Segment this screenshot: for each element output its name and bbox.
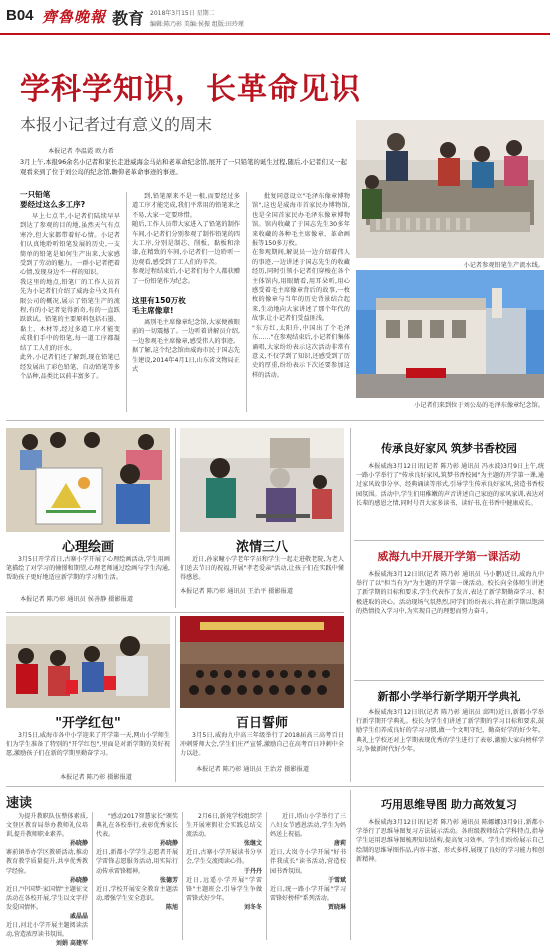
brief-item: 近日,统一路小学开展"学习雷锋好榜样"系列活动。 [270,885,346,902]
story-body-first-lesson: 本报威海3月12日讯(记者 陈乃彰 通讯员 马小鹏)近日,威海九中举行了以"担当有为"为主题的开学第一课活动。校长向全体师生讲述了新学期的目标和要求,学生代表作了发言,表达了新学期勤奋学习、积极进取的决心。活动现场气氛热烈,同学们纷纷表示,将在新学期以饱满的热情投入学习中,为实现自己的理想而努力奋斗。 [356,571,544,615]
main-col-2b: 离别毛主席像章纪念馆,大家便被眼前的一切震撼了。一边听着讲解员介绍,一边参观毛主席像章,感受伟人的事迹。 据了解,这个纪念馆由威海市民于国志先生建设,2014年4月1日,山东省文物局正式 [132,319,240,374]
page-code: B04 [6,7,34,24]
masthead [0,0,550,36]
brief-item: "感动2017智慧家长"颁奖典礼在各校举行,表彰优秀家长代表。 [96,813,178,839]
briefs-title: 速读 [6,796,33,811]
story-title-opening-ceremony: 新都小学举行新学期开学典礼 [377,690,521,703]
brief-author: 张继文 [243,840,262,848]
divider [175,428,176,608]
photo-pencil-factory-caption: 小记者参观铅笔生产流水线。 [463,262,544,269]
divider [6,786,544,787]
briefs-col-2 [96,812,178,940]
briefs-col-3 [186,812,262,940]
story-title-oath-rally: 百日誓师 [235,716,288,731]
story-byline-oath-rally: 本报记者 陈乃彰 通讯员 王治芳 摄影报道 [196,766,310,773]
story-body-oath-rally: 3月5日,威海九中高三年级举行了2018届高三高考百日冲刺誓师大会,学生们庄严宣誓,激励自己在高考百日冲刺中全力以赴。 [180,732,344,758]
brief-author: 陈旭 [165,903,178,911]
brief-item: 近日,远遥小学开展"学雷锋"主题班会,引导学生争做雷锋式好少年。 [186,876,262,902]
briefs-col-1 [6,812,88,948]
main-col-2: 到,铅笔原来不是一根,而要经过多道工序才能完成,我们平常用的铅笔来之不易,大家一定要珍惜。 随后,工作人员带大家进入了铅笔的制作车间,小记者们分别参观了制作铅笔的四大工序,分别是制芯、削板、黏板和涂漆,在精致的车间,小记者们一边聆听一边观看,感受到了工人们的辛苦。 参观过程结束后,小记者们每个人都获赠了一份铅笔作为纪念。 [132,193,240,285]
main-headline: 学科学知识，长革命见识 [20,72,361,107]
story-body-womens-day: 近日,孙家疃小学老年学员和学生一起走进敬老院,为老人们送去节日的祝福,开展"孝老爱亲"活动,让孩子们在实践中懂得感恩。 [180,556,344,582]
brief-author: 刘娟 高建军 [55,940,88,948]
brief-author: 孙晓静 [159,840,178,848]
divider [126,192,127,412]
main-lead: 3月上午,本报96余名小记者和家长走进威海金马站和老革命纪念馆,展开了一只铅笔的诞生过程,随后,小记者们又一起观看来到了位于刘公岛的纪念馆,瞻仰老革命事迹的事迹。 [20,158,348,176]
story-title-mind-map: 巧用思维导图 助力高效复习 [381,798,517,811]
brief-author: 唐莉 [333,840,346,848]
story-title-womens-day: 浓情三八 [235,540,288,555]
subhead-badges: 这里有150万枚 毛主席像章! [132,296,186,315]
main-col-1: 早上七点半,小记者们陆续早早到达了参观的目的地,虽然天气有点寒冷,但大家都带着好心情。小记者们认真地聆听铅笔发展的历史,一支简单的铅笔是如何生产出来,大家感受到了劳动的魅力。一群小记者把着心情,发现身边不一样的知识。 我这里的地点,铅笔厂的工作人员首先为小记者们介绍了威海金马文具有限公司的概况,展示了铅笔生产的流程,有的小记者觉得新奇,有的一直跃跃欲试。铅笔的主要原料包括石墨、黏土、木材等,经过多道工序才能变成我们手中的铅笔,每一道工序都凝结了工人们的汗水。 此外,小记者们还了解到,现在铅笔已经发展出了彩色铅笔、自动铅笔等多个品种,品类比以前丰富多了。 [20,213,120,380]
issue-date: 2018年3月15日 星期二 [150,10,215,17]
main-col-3: 批复同意设立"毛泽东像章博物馆",这也是威海市首家民办博物馆,也是全国首家民办毛泽东像章博物馆。馆内收藏了于国志先生30多年来收藏的各种毛主席像章、革命画报等150多万枚。 在参观期间,解说员一边介绍着伟人的事迹,一边讲述于国志先生的收藏经历,同时引领小记者们穿梭在各个主体馆内,用眼睛看,用耳朵听,用心感受着毛主席像章背后的故事,一枚枚的像章与当年的历史背景结合起来,生动地向大家讲述了那个年代的故事,让小记者们受益匪浅。 "东方红,太阳升,中国出了个毛泽东……"在参观结束后,小记者们集体诵唱,大家纷纷表示这次活动非常有意义,不仅学到了知识,还感受到了历史的厚重,纷纷表示下次还要参加这样的活动。 [252,193,350,379]
brief-author: 孙晓静 [69,876,88,884]
brief-author: 孙晓静 [69,840,88,848]
divider [354,680,544,681]
brief-author: 于丹丹 [243,867,262,875]
photo-museum-caption: 小记者们来到位于刘公岛的毛泽东像章纪念馆。 [414,402,544,409]
brief-author: 戚晶晶 [69,913,88,921]
editor-credits: 编辑:陈乃彰 美编:侯振 组版:田玲瑾 [150,21,244,28]
story-body-family-tradition: 本报威海3月12日讯(记者 陈乃彰 通讯员 冯永波)3月9日上午,统一路小学举行了"传承良好家风,筑梦书香校园"为主题的开学第一课,通过家风故事分享、经典诵读等形式,引导学生传承良好家风,营造书香校园氛围。活动中,学生们用稚嫩的声音讲述自己家庭的家风家训,表达对长辈的感恩之情,同时号召大家多读书、读好书,在书香中健康成长。 [356,463,544,507]
brief-item: 2月6日,新苑学校组织学生开展寒假社会实践总结交流活动。 [186,813,262,839]
story-byline-womens-day: 本报记者 陈乃彰 通讯员 王治平 摄影报道 [180,588,294,595]
main-subhead: 本报小记者过有意义的周末 [20,115,213,134]
brief-author: 张德芳 [159,876,178,884]
divider [6,612,344,613]
story-body-opening-ceremony: 本报威海3月12日讯(记者 陈乃彰 通讯员 邱明)近日,新都小学举行新学期开学典礼。校长为学生们讲述了新学期的学习目标和要求,鼓励学生们养成良好的学习习惯,做一个文明守纪、勤奋好学的好少年。典礼上学校还对上学期表现优秀的学生进行了表彰,激励大家向榜样学习,争做新时代好少年。 [356,709,544,753]
section-title: 教育 [112,9,145,28]
divider [182,812,183,940]
brief-author: 刘冬冬 [243,903,262,911]
divider [350,790,351,940]
briefs-col-4 [270,812,346,940]
story-body-mind-map: 本报威海3月12日讯(记者 陈乃彰 通讯员 陈娜娜)3月9日,新都小学举行了思维导图复习方法展示活动。各班级教师结合学科特点,指导学生运用思维导图梳理知识结构,提高复习效率。学生们纷纷展示自己绘制的思维导图作品,内容丰富、形式多样,展现了良好的学习能力和创新精神。 [356,819,544,863]
subhead-pencil: 一只铅笔 要经过这么多工序? [20,190,86,209]
main-byline: 本报记者 李温霞 欧力希 [48,148,114,155]
brief-item: 近日,新都小学学生志愿者开展学雷锋志愿服务活动,用实际行动传承雷锋精神。 [96,849,178,875]
brief-author: 于雪斌 [327,876,346,884]
brief-item: 近日,大岚寺小学开展"好书伴我成长"读书活动,营造校园书香氛围。 [270,849,346,875]
brief-item: 近日,"中国梦·家国情"主题征文活动在各校开展,学生以文字抒发爱国情怀。 [6,885,88,911]
story-byline-red-envelope: 本报记者 陈乃彰 摄影报道 [60,774,132,781]
brief-item: 近日,河北小学开展主题阅读活动,营造浓厚读书氛围。 [6,922,88,939]
divider [350,428,351,782]
story-title-family-tradition: 传承良好家风 筑梦书香校园 [381,442,517,455]
story-byline-drawing: 本报记者 陈乃彰 通讯员 侯善静 摄影报道 [20,596,134,603]
divider [246,192,247,412]
photo-elder-care [180,428,344,532]
masthead-rule [0,33,550,35]
brief-item: 近日,学校开展安全教育主题活动,增强学生安全意识。 [96,885,178,902]
brief-author: 贾晓琳 [327,903,346,911]
photo-pencil-factory [356,120,544,258]
brief-item: 寨前镇举办学区教研活动,推动教育教学质量提升,共享优秀教学经验。 [6,849,88,875]
photo-museum [356,270,544,398]
divider [175,616,176,782]
divider [266,812,267,940]
divider [354,540,544,541]
story-title-red-envelope: "开学红包" [55,716,121,731]
brief-item: 近日,塔山小学举行了三八妇女节感恩活动,学生为妈妈送上祝福。 [270,813,346,839]
paper-logo: 齊魯晚報 [42,8,107,26]
photo-oath-rally [180,616,344,708]
story-title-drawing: 心理绘画 [61,540,114,555]
story-body-red-envelope: 3月5日,威海市各中小学迎来了开学第一天,网山小学师生们为学生准备了特别的"开学红包",里面是对新学期的美好祝愿,激励孩子们在新的学期里勤奋学习。 [6,732,170,758]
divider [92,812,93,940]
story-title-first-lesson: 威海九中开展开学第一课活动 [377,550,521,563]
photo-red-envelope [6,616,170,708]
story-body-drawing: 3月5日开学首日,古寨小学开展了心理绘画活动,学生用画笔描绘了对学习的憧憬和期望,心理老师通过绘画与学生沟通,帮助孩子更好地适应新学期的学习和生活。 [6,556,170,582]
divider [6,420,544,421]
brief-item: 为提升教职队伍整体素质,文登区教育局举办教师礼仪培训,提升教师职业素养。 [6,813,88,839]
photo-drawing [6,428,170,532]
brief-item: 近日,古寨小学开展读书分享会,学生交流阅读心得。 [186,849,262,866]
